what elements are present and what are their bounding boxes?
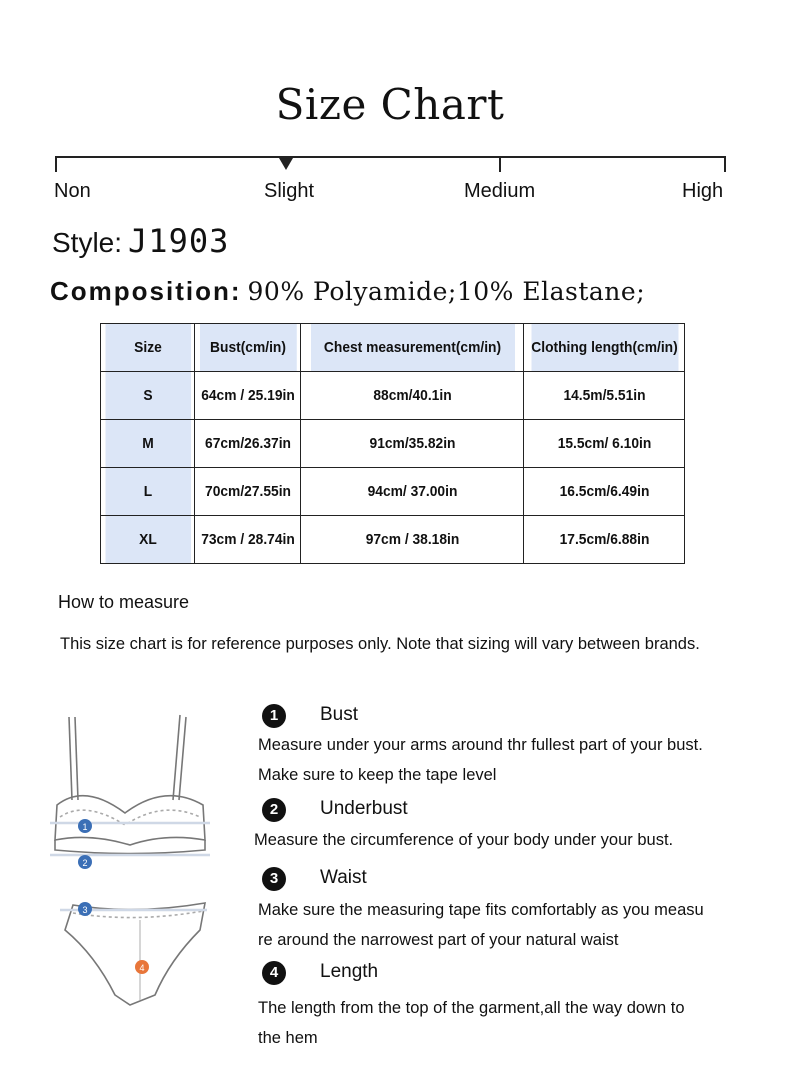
cell-length: 15.5cm/ 6.10in (530, 420, 678, 468)
style-label: Style: (52, 227, 123, 258)
table-header-row (101, 324, 685, 372)
cell-size: S (104, 372, 190, 420)
measure-desc-line: Make sure to keep the tape level (258, 766, 497, 784)
cell-size: XL (104, 516, 190, 564)
illustration-marker-2: 2 (82, 858, 88, 868)
cell-chest: 94cm/ 37.00in (309, 468, 514, 516)
measure-desc-line: The length from the top of the garment,all the way down to (258, 999, 685, 1017)
table-row (101, 372, 685, 420)
scale-label-high: High (682, 180, 724, 202)
number-4-icon: 4 (262, 961, 286, 985)
cell-length: 14.5m/5.51in (530, 372, 678, 420)
measure-desc-line: the hem (258, 1029, 318, 1047)
scale-tick-high (724, 156, 726, 172)
measure-desc-line: re around the narrowest part of your natural waist (258, 931, 619, 949)
number-2-icon: 2 (262, 798, 286, 822)
number-3-icon: 3 (262, 867, 286, 891)
header-bust: Bust(cm/in) (199, 324, 297, 372)
cell-bust: 73cm / 28.74in (199, 516, 297, 564)
measure-title-waist: Waist (320, 867, 367, 888)
cell-chest: 91cm/35.82in (309, 420, 514, 468)
table-row (101, 420, 685, 468)
cell-bust: 70cm/27.55in (199, 468, 297, 516)
cell-length: 16.5cm/6.49in (530, 468, 678, 516)
cell-size: L (104, 468, 190, 516)
table-row (101, 516, 685, 564)
scale-label-non: Non (54, 180, 91, 202)
measure-desc-length (258, 993, 778, 1053)
illustration-marker-4: 4 (139, 963, 145, 973)
composition-label: Composition: (50, 276, 242, 306)
illustration-marker-1: 1 (82, 822, 88, 832)
style-value: J1903 (128, 222, 230, 260)
header-chest: Chest measurement(cm/in) (309, 324, 514, 372)
cell-chest: 88cm/40.1in (309, 372, 514, 420)
scale-label-slight: Slight (264, 180, 315, 202)
table-row (101, 468, 685, 516)
measure-desc-bust (258, 730, 778, 790)
scale-label-medium: Medium (464, 180, 536, 202)
header-length: Clothing length(cm/in) (530, 324, 678, 372)
page-title: Size Chart (275, 80, 505, 129)
number-1-icon: 1 (262, 704, 286, 728)
cell-bust: 67cm/26.37in (199, 420, 297, 468)
illustration-marker-3: 3 (82, 905, 88, 915)
cell-chest: 97cm / 38.18in (309, 516, 514, 564)
reference-note: This size chart is for reference purposes only. Note that sizing will vary between brands. (60, 635, 700, 653)
bra-and-brief-outline-icon (45, 705, 220, 1050)
scale-tick-non (55, 156, 57, 172)
measure-title-bust: Bust (320, 704, 359, 725)
size-table (100, 323, 685, 564)
style-row (52, 222, 229, 260)
measure-desc-waist (258, 895, 778, 955)
composition-row (50, 276, 645, 307)
cell-bust: 64cm / 25.19in (199, 372, 297, 420)
cell-size: M (104, 420, 190, 468)
stretch-selected-marker-icon (279, 158, 293, 170)
measure-title-length: Length (320, 961, 379, 982)
measure-title-underbust: Underbust (320, 798, 408, 819)
header-size: Size (104, 324, 190, 372)
cell-length: 17.5cm/6.88in (530, 516, 678, 564)
composition-value: 90% Polyamide;10% Elastane; (247, 277, 646, 306)
scale-tick-medium (499, 156, 501, 172)
measure-desc-underbust (254, 825, 774, 855)
measure-desc-line: Make sure the measuring tape fits comfortably as you measu (258, 901, 704, 919)
how-to-measure-title: How to measure (58, 592, 190, 612)
measure-desc-line: Measure under your arms around thr fullest part of your bust. (258, 736, 703, 754)
stretch-scale-line (55, 156, 726, 158)
measure-desc-line: Measure the circumference of your body under your bust. (254, 831, 674, 849)
